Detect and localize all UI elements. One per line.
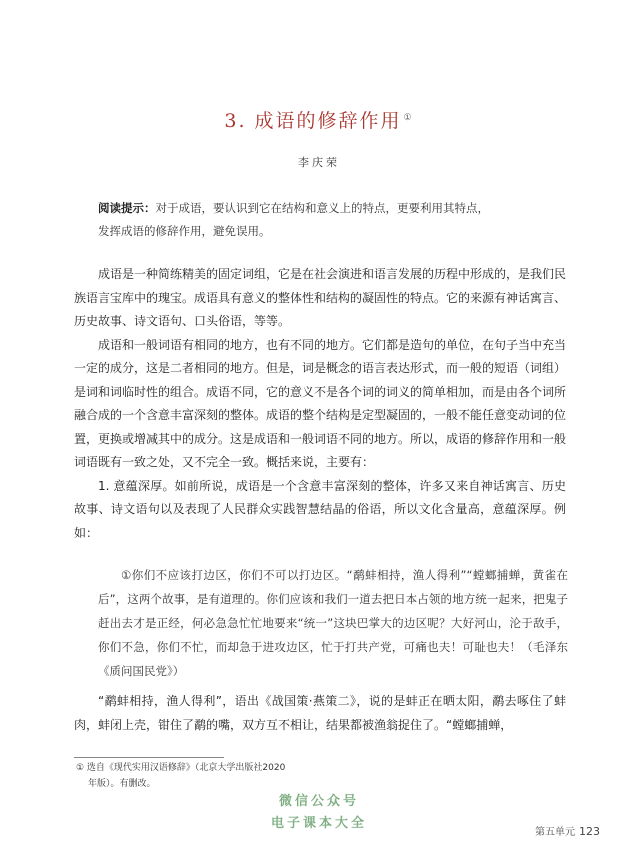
reading-tip-label: 阅读提示： <box>98 201 156 215</box>
example-quote <box>98 563 568 683</box>
reading-tip <box>98 197 568 243</box>
reading-tip-line-2: 发挥成语的修辞作用，避免误用。 <box>98 224 271 238</box>
title-footnote-marker[interactable]: ① <box>403 112 414 123</box>
page-number: 123 <box>579 825 600 838</box>
unit-label: 第五单元 <box>535 827 575 838</box>
title-text: 3. 成语的修辞作用 <box>224 110 402 132</box>
article-title <box>0 106 638 133</box>
body-paragraph-2: 成语和一般词语有相同的地方，也有不同的地方。它们都是造句的单位，在句子当中充当一定的成分，这是二者相同的地方。但是，词是概念的语言表达形式，而一般的短语（词组）是词和词临时性的组合。成语不同，它的意义不是各个词的词义的简单相加，而是由各个词所融合成的一个含意丰富深刻的整体。成语的整个结构是定型凝固的，一般不能任意变动词的位置，更换或增减其中的成分。这是成语和一般词语不同的地方。所以，成语的修辞作用和一般词语既有一致之处，又不完全一致。概括来说，主要有： <box>74 337 567 469</box>
footnote-divider <box>74 757 224 758</box>
reading-tip-text-1: 对于成语，要认识到它在结构和意义上的特点，更要利用其特点， <box>155 201 489 215</box>
body-section-1 <box>74 263 566 545</box>
footnote-line-1: ① 选自《现代实用汉语修辞》（北京大学出版社2020 <box>76 763 286 773</box>
author-name: 李庆荣 <box>298 156 340 169</box>
watermark-line-1: 微信公众号 <box>278 794 359 809</box>
footnote-line-2: 年版）。有删改。 <box>88 779 156 789</box>
example-quote-text: ①你们不应该打边区，你们不可以打边区。“鹬蚌相持，渔人得利”“螳螂捕蝉，黄雀在后”，这两个故事，是有道理的。你们应该和我们一道去把日本占领的地方统一起来，把鬼子赶出去才是正经，何必急急忙忙地要来“统一”这块巴掌大的边区呢？大好河山，沦于敌手，你们不急，你们不忙，而却急于进攻边区，忙于打共产党，可痛也夫！可耻也夫！（毛泽东《质问国民党》） <box>98 568 568 678</box>
body-section-2 <box>74 690 566 737</box>
body-paragraph-3: 1. 意蕴深厚。如前所说，成语是一个含意丰富深刻的整体，许多又来自神话寓言、历史故事、诗文语句以及表现了人民群众实践智慧结晶的俗语，所以文化含量高，意蕴深厚。例如： <box>74 478 566 540</box>
body-paragraph-1: 成语是一种简练精美的固定词组，它是在社会演进和语言发展的历程中形成的，是我们民族语言宝库中的瑰宝。成语具有意义的整体性和结构的凝固性的特点。它的来源有神话寓言、历史故事、诗文语句、口头俗语，等等。 <box>74 267 567 328</box>
footnote <box>76 760 356 792</box>
watermark-line-2: 电子课本大全 <box>270 816 367 831</box>
body-paragraph-4: “鹬蚌相持，渔人得利”，语出《战国策·燕策二》，说的是蚌正在晒太阳，鹬去啄住了蚌肉，蚌闭上壳，钳住了鹬的嘴，双方互不相让，结果都被渔翁捉住了。“螳螂捕蝉， <box>74 694 566 732</box>
reading-tip-line-1 <box>98 197 568 220</box>
page-footer <box>480 823 600 838</box>
